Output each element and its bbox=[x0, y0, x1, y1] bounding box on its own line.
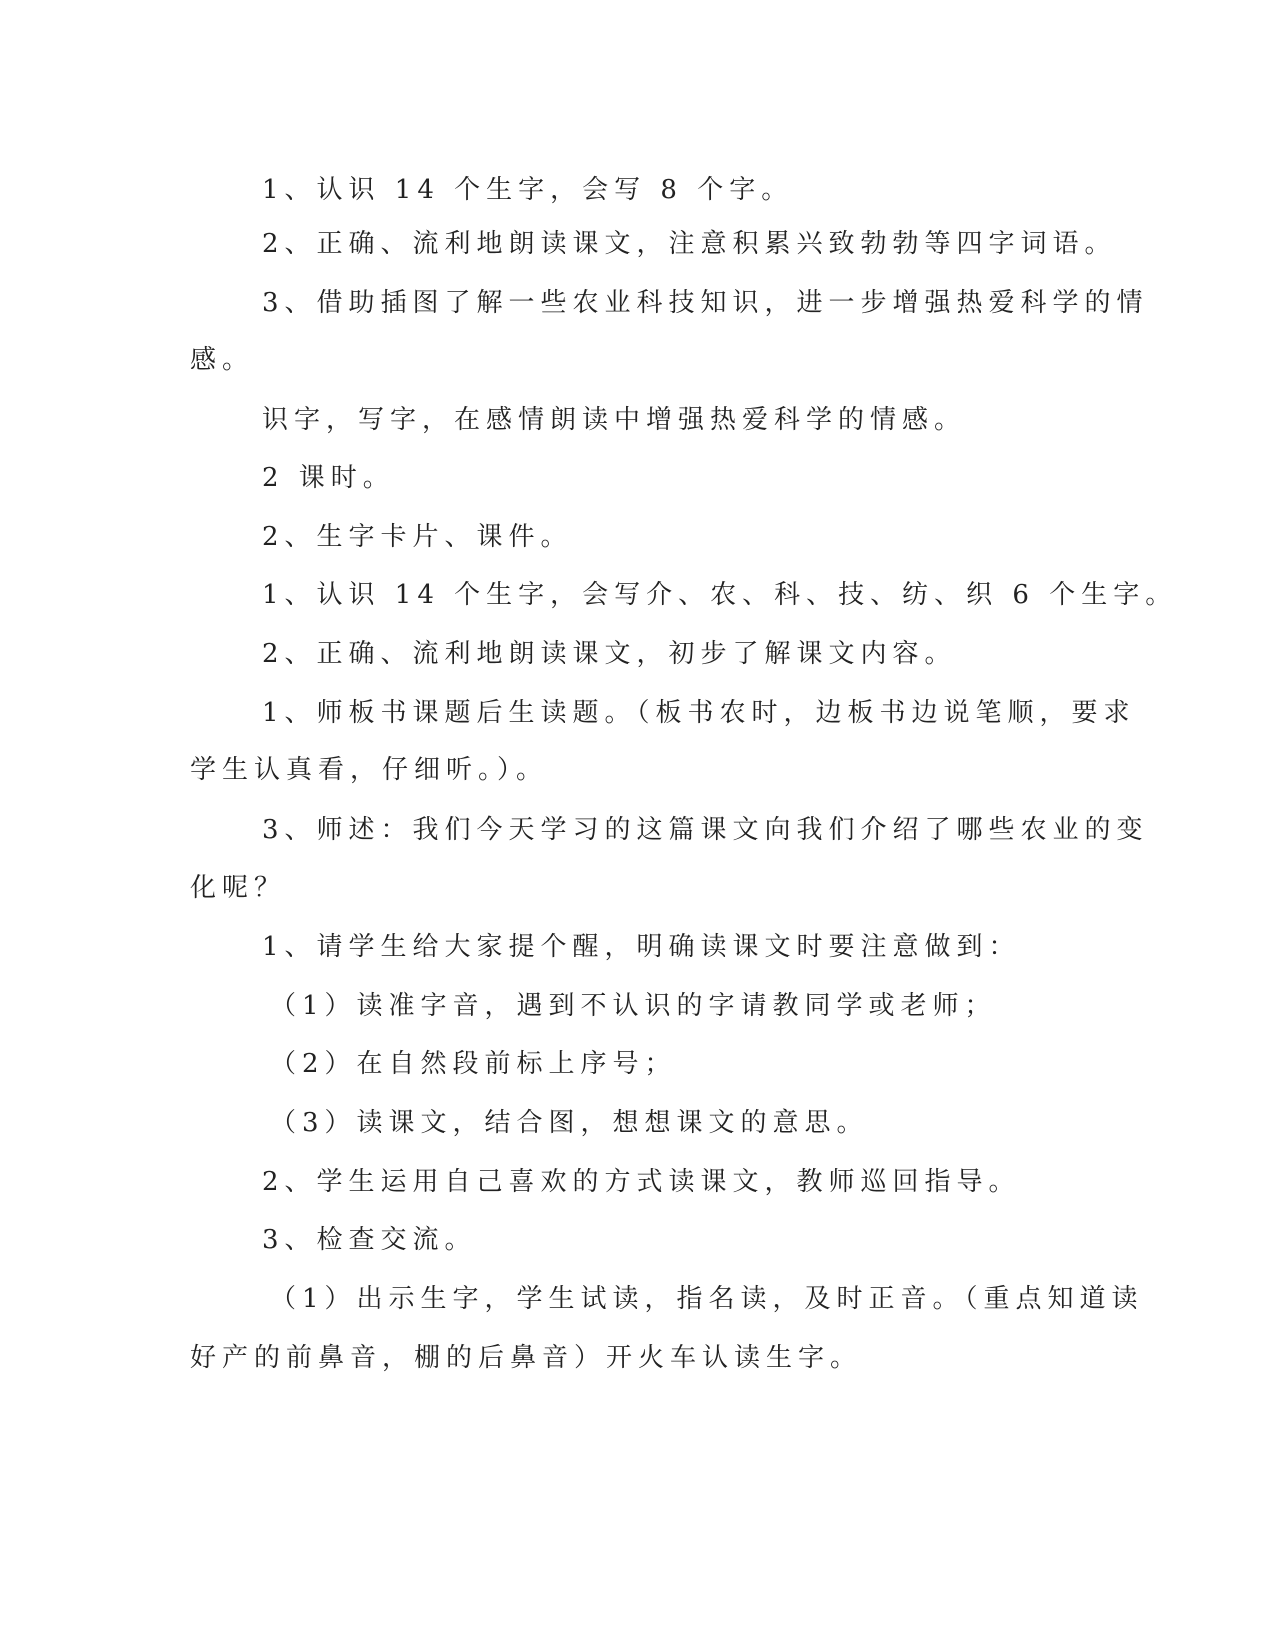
paragraph-line: 2、正确、流利地朗读课文，初步了解课文内容。 bbox=[262, 639, 957, 669]
paragraph-line: 3、检查交流。 bbox=[262, 1225, 477, 1255]
paragraph-line: 识字，写字，在感情朗读中增强热爱科学的情感。 bbox=[262, 405, 967, 435]
paragraph-line: 2、生字卡片、课件。 bbox=[262, 522, 573, 552]
paragraph-line: 2 课时。 bbox=[262, 463, 395, 493]
paragraph-line: 1、请学生给大家提个醒，明确读课文时要注意做到： bbox=[262, 932, 1021, 962]
paragraph-line: 2、正确、流利地朗读课文，注意积累兴致勃勃等四字词语。 bbox=[262, 229, 1117, 259]
paragraph-line: 3、借助插图了解一些农业科技知识，进一步增强热爱科学的情 bbox=[262, 288, 1149, 318]
paragraph-line: 2、学生运用自己喜欢的方式读课文，教师巡回指导。 bbox=[262, 1167, 1021, 1197]
paragraph-line: 好产的前鼻音，棚的后鼻音）开火车认读生字。 bbox=[190, 1343, 863, 1373]
paragraph-line: 1、认识 14 个生字，会写 8 个字。 bbox=[262, 175, 794, 205]
paragraph-line: （2）在自然段前标上序号； bbox=[270, 1049, 677, 1079]
paragraph-line: （1）出示生字，学生试读，指名读，及时正音。（重点知道读 bbox=[270, 1284, 1144, 1314]
paragraph-line: （1）读准字音，遇到不认识的字请教同学或老师； bbox=[270, 991, 997, 1021]
paragraph-line: 1、认识 14 个生字，会写介、农、科、技、纺、织 6 个生字。 bbox=[262, 580, 1178, 610]
paragraph-line: 感。 bbox=[190, 345, 255, 375]
paragraph-line: 1、师板书课题后生读题。（板书农时，边板书边说笔顺，要求 bbox=[262, 698, 1136, 728]
paragraph-line: 化呢？ bbox=[190, 873, 287, 903]
paragraph-line: 3、师述：我们今天学习的这篇课文向我们介绍了哪些农业的变 bbox=[262, 815, 1149, 845]
paragraph-line: 学生认真看，仔细听。）。 bbox=[190, 755, 549, 785]
paragraph-line: （3）读课文，结合图，想想课文的意思。 bbox=[270, 1108, 869, 1138]
